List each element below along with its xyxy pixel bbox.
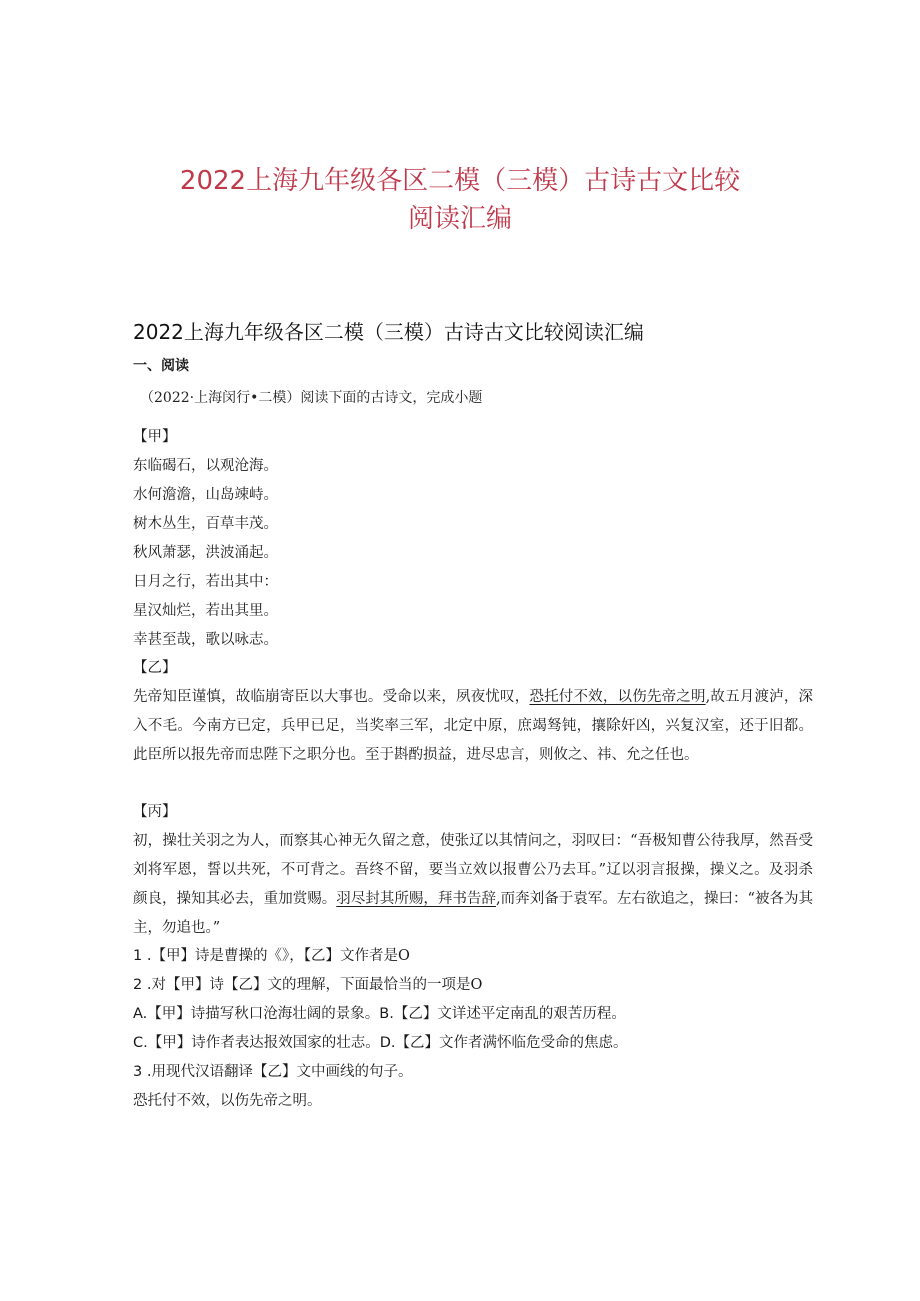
question-number: 1 [133, 948, 143, 964]
passage-label-jia: 【甲】 [133, 429, 177, 445]
questions [133, 942, 813, 1116]
option-c: 【甲】诗作者表达报效国家的壮志。 [147, 1035, 380, 1051]
question-number: 2 [133, 977, 143, 993]
option-key: C. [133, 1035, 148, 1051]
question-number: 3 [133, 1064, 143, 1080]
question-3 [133, 1058, 813, 1087]
question-text: .用现代汉语翻译【乙】文中画线的句子。 [146, 1064, 413, 1080]
poem-line: 东临碣石，以观沧海。 [133, 458, 278, 474]
option-key: A. [133, 1006, 148, 1022]
bing-text-after: ,而奔刘备于袁军。左右欲追之，操曰：“被各为其主，勿追也。” [133, 891, 814, 936]
section-title: 2022上海九年级各区二模（三模）古诗古文比较阅读汇编 [133, 320, 644, 344]
poem-line: 星汉灿烂，若出其里。 [133, 603, 278, 619]
yi-text-before: 先帝知臣谨慎，故临崩寄臣以大事也。受命以来，夙夜忧叹， [133, 689, 530, 705]
poem-line: 树木丛生，百草丰茂。 [133, 516, 278, 532]
source-note: （2022·上海闵行•二模）阅读下面的古诗文，完成小题 [140, 390, 483, 406]
yi-underlined-sentence: 恐托付不效，以伤先帝之明 [529, 689, 706, 705]
option-key: B. [379, 1006, 394, 1022]
poem-line: 日月之行，若出其中： [133, 574, 278, 590]
question-text: .【甲】诗是曹操的《》，【乙】文作者是O [146, 948, 410, 964]
passage-jia [133, 423, 813, 655]
title-line-1: 2022上海九年级各区二模（三模）古诗古文比较 [179, 166, 741, 196]
title-line-2: 阅读汇编 [407, 204, 512, 234]
passage-label-bing: 【丙】 [133, 804, 177, 820]
passage-yi [133, 654, 813, 770]
section-heading: 一、阅读 [133, 358, 189, 374]
question-2 [133, 971, 813, 1000]
poem-line: 幸甚至哉，歌以咏志。 [133, 632, 278, 648]
yi-text-after: ,故五月渡泸，深入不毛。今南方已定，兵甲已足，当奖率三军，北定中原，庶竭驽钝，攘除奸凶，兴复汉室，还于旧都。此臣所以报先帝而忠陛下之职分也。至于斟酌损益，进尽忠言，则攸之、祎、允之任也。 [133, 689, 814, 763]
passage-label-yi: 【乙】 [133, 660, 177, 676]
poem-line: 水何澹澹，山岛竦峙。 [133, 487, 278, 503]
option-b: 【乙】文详述平定南乱的艰苦历程。 [393, 1006, 626, 1022]
passage-bing [133, 798, 813, 943]
bing-text-before: 初，操壮关羽之为人，而察其心神无久留之意，使张辽以其情问之，羽叹曰：“吾极知曹公待我厚，然吾受刘将军恩，誓以共死，不可背之。吾终不留，要当立效以报曹公乃去耳。”辽以羽言报操，操义之。及羽杀颜良，操知其必去，重加赏赐。 [133, 833, 813, 907]
option-a: 【甲】诗描写秋口沧海壮阔的景象。 [147, 1006, 380, 1022]
option-d: 【乙】文作者满怀临危受命的焦虑。 [395, 1035, 628, 1051]
translation-sentence: 恐托付不效，以伤先帝之明。 [133, 1093, 322, 1109]
passage-bing-text [133, 827, 813, 943]
bing-underlined-sentence: 羽尽封其所赐，拜书告辞 [336, 891, 497, 907]
option-key: D. [379, 1035, 396, 1051]
question-1 [133, 942, 813, 971]
document-title [60, 162, 860, 238]
options-a-b [133, 1000, 813, 1029]
passage-yi-text [133, 683, 813, 770]
poem-line: 秋风萧瑟，洪波涌起。 [133, 545, 278, 561]
options-c-d [133, 1029, 813, 1058]
question-text: .对【甲】诗【乙】文的理解，下面最恰当的一项是O [146, 977, 483, 993]
